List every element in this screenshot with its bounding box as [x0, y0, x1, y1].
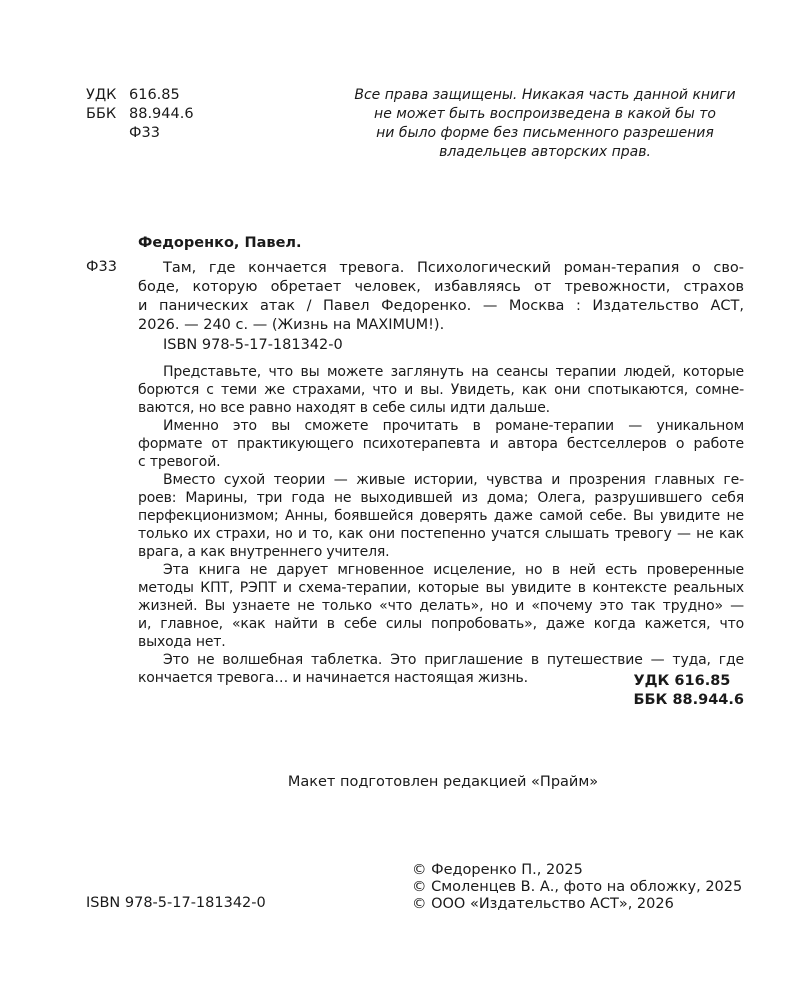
- bbk-label: ББК 88.944.6: [633, 692, 744, 708]
- annotation-line: ваются, но все равно находят в себе силы идти дальше.: [138, 400, 550, 416]
- catalog-line: Там, где кончается тревога. Психологический роман-терапия о сво-: [163, 260, 744, 276]
- layout-note: Макет подготовлен редакцией «Прайм»: [287, 774, 599, 790]
- annotation-line: кончается тревога… и начинается настоящая жизнь.: [138, 670, 528, 686]
- annotation-line: выхода нет.: [138, 634, 226, 650]
- copyright-line: © ООО «Издательство АСТ», 2026: [412, 896, 674, 912]
- author-mark-code: [86, 124, 194, 143]
- code-label: [86, 124, 129, 143]
- classification-codes: [86, 86, 194, 143]
- annotation-line: Представьте, что вы можете заглянуть на сеансы терапии людей, которые: [163, 364, 744, 380]
- annotation-line: только их страхи, но и то, как они постепенно учатся слышать тревогу — не как: [138, 526, 744, 542]
- udk-code: [86, 86, 194, 105]
- annotation-line: формате от практикующего психотерапевта и автора бестселлеров о работе: [138, 436, 744, 452]
- rights-line: ни было форме без письменного разрешения: [376, 125, 714, 141]
- catalog-line: 2026. — 240 с. — (Жизнь на MAXIMUM!).: [138, 317, 445, 333]
- catalog-isbn: ISBN 978-5-17-181342-0: [163, 337, 343, 353]
- annotation-line: борются с теми же страхами, что и вы. Увидеть, как они спотыкаются, сомне-: [138, 382, 744, 398]
- code-value: 88.944.6: [129, 106, 194, 122]
- annotation-line: врага, а как внутреннего учителя.: [138, 544, 390, 560]
- annotation-line: с тревогой.: [138, 454, 221, 470]
- annotation-line: роев: Марины, три года не выходившей из дома; Олега, разрушившего себя: [138, 490, 744, 506]
- copyright-line: © Смоленцев В. А., фото на обложку, 2025: [412, 879, 743, 895]
- annotation-line: жизней. Вы узнаете не только «что делать», но и «почему это так трудно» —: [138, 598, 744, 614]
- code-value: Ф33: [129, 125, 160, 141]
- annotation: [138, 363, 744, 687]
- classification-block: [633, 672, 744, 710]
- annotation-line: перфекционизмом; Анны, боявшейся доверять даже самой себе. Вы увидите не: [138, 508, 744, 524]
- code-label: ББК: [86, 106, 117, 122]
- copyright-block: [412, 862, 742, 913]
- rights-line: владельцев авторских прав.: [439, 144, 651, 160]
- copyright-line: © Федоренко П., 2025: [412, 862, 583, 878]
- isbn-bottom: ISBN 978-5-17-181342-0: [86, 895, 266, 911]
- code-label: УДК: [86, 87, 117, 103]
- rights-line: Все права защищены. Никакая часть данной книги: [354, 87, 736, 103]
- annotation-line: Это не волшебная таблетка. Это приглашение в путешествие — туда, где: [163, 652, 744, 668]
- rights-notice: [335, 86, 755, 162]
- catalog-author: Федоренко, Павел.: [138, 235, 302, 251]
- catalog-line: и панических атак / Павел Федоренко. — Москва : Издательство АСТ,: [138, 298, 744, 314]
- catalog-line: боде, которую обретает человек, избавляясь от тревожности, страхов: [138, 279, 744, 295]
- catalog-description: [138, 259, 744, 335]
- bbk-code: [86, 105, 194, 124]
- code-value: 616.85: [129, 87, 180, 103]
- annotation-line: Вместо сухой теории — живые истории, чувства и прозрения главных ге-: [163, 472, 744, 488]
- annotation-line: Именно это вы сможете прочитать в романе-терапии — уникальном: [163, 418, 744, 434]
- catalog-author-mark: Ф33: [86, 259, 117, 275]
- rights-line: не может быть воспроизведена в какой бы то: [374, 106, 716, 122]
- annotation-line: методы КПТ, РЭПТ и схема-терапии, которые вы увидите в контексте реальных: [138, 580, 744, 596]
- annotation-line: и, главное, «как найти в себе силы попробовать», даже когда кажется, что: [138, 616, 744, 632]
- annotation-line: Эта книга не дарует мгновенное исцеление, но в ней есть проверенные: [163, 562, 744, 578]
- udk-label: УДК 616.85: [633, 673, 731, 689]
